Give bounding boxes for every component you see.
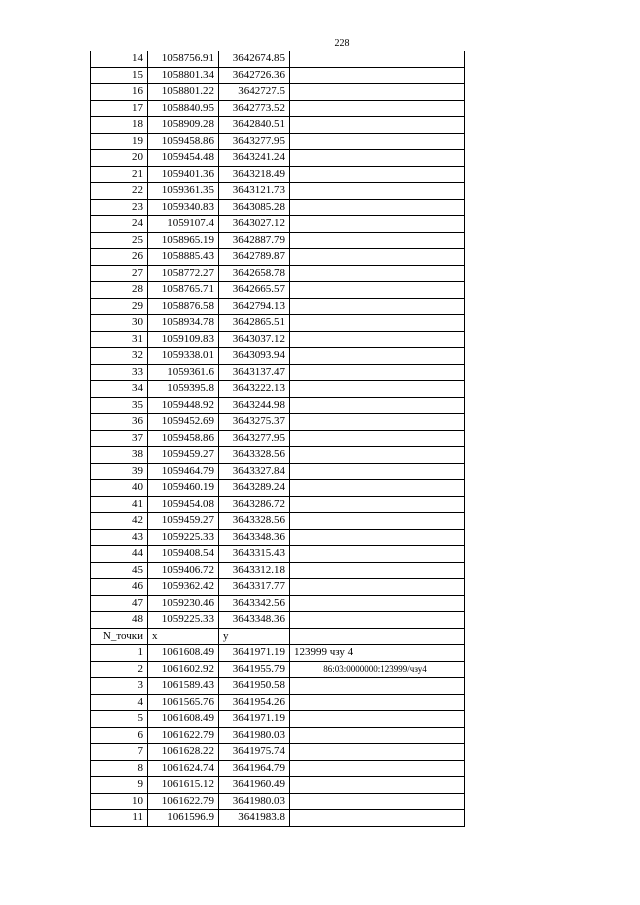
x-coordinate-cell: 1059454.48 [148,150,219,167]
point-number-cell: 20 [91,150,148,167]
note-cell [290,150,465,167]
y-coordinate-cell: 3643348.36 [219,529,290,546]
note-cell [290,397,465,414]
note-cell [290,612,465,629]
table-row [91,513,465,530]
x-coordinate-cell: 1059460.19 [148,480,219,497]
point-number-cell: 47 [91,595,148,612]
note-cell [290,678,465,695]
coordinates-table-section-2 [91,645,465,827]
note-cell [290,183,465,200]
note-cell [290,315,465,332]
note-cell [290,381,465,398]
point-number-cell: 17 [91,100,148,117]
table-header-row [91,628,465,645]
x-coordinate-cell: 1061624.74 [148,760,219,777]
header-x: x [148,628,219,645]
y-coordinate-cell: 3642726.36 [219,67,290,84]
table-row [91,150,465,167]
table-row [91,199,465,216]
point-number-cell: 40 [91,480,148,497]
x-coordinate-cell: 1059458.86 [148,133,219,150]
point-number-cell: 5 [91,711,148,728]
table-row [91,249,465,266]
y-coordinate-cell: 3642727.5 [219,84,290,101]
point-number-cell: 36 [91,414,148,431]
x-coordinate-cell: 1058909.28 [148,117,219,134]
point-number-cell: 16 [91,84,148,101]
y-coordinate-cell: 3641960.49 [219,777,290,794]
y-coordinate-cell: 3643218.49 [219,166,290,183]
point-number-cell: 41 [91,496,148,513]
x-coordinate-cell: 1058756.91 [148,51,219,67]
table-row [91,777,465,794]
table-row [91,166,465,183]
note-cell [290,480,465,497]
point-number-cell: 25 [91,232,148,249]
y-coordinate-cell: 3643222.13 [219,381,290,398]
table-row [91,645,465,662]
x-coordinate-cell: 1061602.92 [148,661,219,678]
y-coordinate-cell: 3642665.57 [219,282,290,299]
point-number-cell: 2 [91,661,148,678]
table-row [91,282,465,299]
x-coordinate-cell: 1059230.46 [148,595,219,612]
point-number-cell: 3 [91,678,148,695]
note-cell [290,282,465,299]
note-cell [290,430,465,447]
y-coordinate-cell: 3642887.79 [219,232,290,249]
point-number-cell: 22 [91,183,148,200]
note-cell [290,364,465,381]
table-row [91,546,465,563]
table-row [91,348,465,365]
table-row [91,760,465,777]
point-number-cell: 35 [91,397,148,414]
point-number-cell: 18 [91,117,148,134]
point-number-cell: 26 [91,249,148,266]
x-coordinate-cell: 1058765.71 [148,282,219,299]
note-cell [290,463,465,480]
x-coordinate-cell: 1061622.79 [148,793,219,810]
note-cell [290,546,465,563]
point-number-cell: 34 [91,381,148,398]
table-row [91,117,465,134]
table-row [91,694,465,711]
x-coordinate-cell: 1059464.79 [148,463,219,480]
x-coordinate-cell: 1059107.4 [148,216,219,233]
note-cell [290,331,465,348]
y-coordinate-cell: 3643348.36 [219,612,290,629]
point-number-cell: 43 [91,529,148,546]
y-coordinate-cell: 3643085.28 [219,199,290,216]
point-number-cell: 15 [91,67,148,84]
x-coordinate-cell: 1059395.8 [148,381,219,398]
y-coordinate-cell: 3643037.12 [219,331,290,348]
point-number-cell: 8 [91,760,148,777]
y-coordinate-cell: 3642658.78 [219,265,290,282]
table-row [91,727,465,744]
x-coordinate-cell: 1059454.08 [148,496,219,513]
y-coordinate-cell: 3642840.51 [219,117,290,134]
y-coordinate-cell: 3643275.37 [219,414,290,431]
x-coordinate-cell: 1059401.36 [148,166,219,183]
y-coordinate-cell: 3643244.98 [219,397,290,414]
y-coordinate-cell: 3643315.43 [219,546,290,563]
point-number-cell: 32 [91,348,148,365]
y-coordinate-cell: 3643328.56 [219,513,290,530]
y-coordinate-cell: 3643317.77 [219,579,290,596]
note-cell [290,67,465,84]
y-coordinate-cell: 3641983.8 [219,810,290,827]
y-coordinate-cell: 3641955.79 [219,661,290,678]
table-row [91,232,465,249]
x-coordinate-cell: 1059109.83 [148,331,219,348]
y-coordinate-cell: 3643342.56 [219,595,290,612]
header-y: y [219,628,290,645]
y-coordinate-cell: 3643312.18 [219,562,290,579]
note-cell [290,100,465,117]
point-number-cell: 1 [91,645,148,662]
table-row [91,216,465,233]
y-coordinate-cell: 3643327.84 [219,463,290,480]
point-number-cell: 10 [91,793,148,810]
point-number-cell: 31 [91,331,148,348]
y-coordinate-cell: 3642794.13 [219,298,290,315]
note-cell [290,133,465,150]
note-cell [290,562,465,579]
point-number-cell: 4 [91,694,148,711]
table-row [91,810,465,827]
x-coordinate-cell: 1061608.49 [148,711,219,728]
x-coordinate-cell: 1059408.54 [148,546,219,563]
table-row [91,562,465,579]
table-row [91,397,465,414]
table-row [91,793,465,810]
note-cell [290,777,465,794]
x-coordinate-cell: 1059361.35 [148,183,219,200]
point-number-cell: 6 [91,727,148,744]
table-row [91,529,465,546]
note-cell [290,298,465,315]
table-row [91,595,465,612]
table-row [91,331,465,348]
x-coordinate-cell: 1059459.27 [148,447,219,464]
x-coordinate-cell: 1059459.27 [148,513,219,530]
point-number-cell: 14 [91,51,148,67]
y-coordinate-cell: 3641980.03 [219,727,290,744]
table-row [91,265,465,282]
table-row [91,298,465,315]
note-cell [290,249,465,266]
note-cell [290,414,465,431]
x-coordinate-cell: 1059458.86 [148,430,219,447]
table-row [91,381,465,398]
table-row [91,84,465,101]
note-cell [290,579,465,596]
table-row [91,480,465,497]
note-cell [290,529,465,546]
table-row [91,364,465,381]
note-cell [290,513,465,530]
point-number-cell: 7 [91,744,148,761]
table-row [91,67,465,84]
point-number-cell: 45 [91,562,148,579]
table-row [91,579,465,596]
y-coordinate-cell: 3643286.72 [219,496,290,513]
note-cell [290,348,465,365]
x-coordinate-cell: 1061608.49 [148,645,219,662]
header-note [290,628,465,645]
y-coordinate-cell: 3643093.94 [219,348,290,365]
note-cell [290,117,465,134]
y-coordinate-cell: 3643137.47 [219,364,290,381]
table-row [91,51,465,67]
note-cell [290,744,465,761]
note-cell [290,694,465,711]
point-number-cell: 19 [91,133,148,150]
x-coordinate-cell: 1061622.79 [148,727,219,744]
x-coordinate-cell: 1059340.83 [148,199,219,216]
x-coordinate-cell: 1058885.43 [148,249,219,266]
table-row [91,100,465,117]
point-number-cell: 48 [91,612,148,629]
y-coordinate-cell: 3642865.51 [219,315,290,332]
x-coordinate-cell: 1058772.27 [148,265,219,282]
point-number-cell: 30 [91,315,148,332]
table-row [91,496,465,513]
coordinates-table-section-1 [91,51,465,628]
x-coordinate-cell: 1061589.43 [148,678,219,695]
y-coordinate-cell: 3643121.73 [219,183,290,200]
point-number-cell: 44 [91,546,148,563]
x-coordinate-cell: 1058965.19 [148,232,219,249]
x-coordinate-cell: 1059225.33 [148,529,219,546]
coordinates-table-header [91,628,465,645]
point-number-cell: 39 [91,463,148,480]
note-cell [290,810,465,827]
x-coordinate-cell: 1059406.72 [148,562,219,579]
x-coordinate-cell: 1058840.95 [148,100,219,117]
note-cell [290,216,465,233]
point-number-cell: 23 [91,199,148,216]
y-coordinate-cell: 3643328.56 [219,447,290,464]
x-coordinate-cell: 1058801.34 [148,67,219,84]
table-row [91,661,465,678]
note-cell [290,496,465,513]
x-coordinate-cell: 1061596.9 [148,810,219,827]
point-number-cell: 27 [91,265,148,282]
x-coordinate-cell: 1058801.22 [148,84,219,101]
coordinates-table [90,51,465,827]
point-number-cell: 37 [91,430,148,447]
table-row [91,133,465,150]
note-cell [290,199,465,216]
y-coordinate-cell: 3643241.24 [219,150,290,167]
x-coordinate-cell: 1059362.42 [148,579,219,596]
point-number-cell: 24 [91,216,148,233]
x-coordinate-cell: 1058876.58 [148,298,219,315]
note-cell [290,51,465,67]
x-coordinate-cell: 1059452.69 [148,414,219,431]
note-cell [290,595,465,612]
point-number-cell: 28 [91,282,148,299]
y-coordinate-cell: 3642773.52 [219,100,290,117]
point-number-cell: 11 [91,810,148,827]
x-coordinate-cell: 1061565.76 [148,694,219,711]
note-cell [290,265,465,282]
note-cell [290,232,465,249]
x-coordinate-cell: 1059448.92 [148,397,219,414]
table-row [91,447,465,464]
table-row [91,414,465,431]
note-cell [290,727,465,744]
y-coordinate-cell: 3641971.19 [219,711,290,728]
y-coordinate-cell: 3643277.95 [219,430,290,447]
table-row [91,463,465,480]
table-row [91,678,465,695]
note-cell [290,166,465,183]
y-coordinate-cell: 3641954.26 [219,694,290,711]
x-coordinate-cell: 1058934.78 [148,315,219,332]
point-number-cell: 9 [91,777,148,794]
y-coordinate-cell: 3641964.79 [219,760,290,777]
table-row [91,315,465,332]
note-cell [290,84,465,101]
point-number-cell: 33 [91,364,148,381]
x-coordinate-cell: 1059361.6 [148,364,219,381]
table-row [91,430,465,447]
y-coordinate-cell: 3642674.85 [219,51,290,67]
y-coordinate-cell: 3641950.58 [219,678,290,695]
table-row [91,711,465,728]
note-cell: 86:03:0000000:123999/чзу4 [290,661,465,678]
table-row [91,744,465,761]
note-cell: 123999 чзу 4 [290,645,465,662]
y-coordinate-cell: 3641975.74 [219,744,290,761]
x-coordinate-cell: 1061615.12 [148,777,219,794]
table-row [91,183,465,200]
y-coordinate-cell: 3643027.12 [219,216,290,233]
page-number: 228 [334,38,350,49]
point-number-cell: 42 [91,513,148,530]
note-cell [290,447,465,464]
note-cell [290,711,465,728]
point-number-cell: 21 [91,166,148,183]
header-point-number: N_точки [91,628,148,645]
x-coordinate-cell: 1059225.33 [148,612,219,629]
note-cell [290,793,465,810]
point-number-cell: 38 [91,447,148,464]
note-cell [290,760,465,777]
table-row [91,612,465,629]
point-number-cell: 46 [91,579,148,596]
y-coordinate-cell: 3643277.95 [219,133,290,150]
y-coordinate-cell: 3641971.19 [219,645,290,662]
x-coordinate-cell: 1061628.22 [148,744,219,761]
y-coordinate-cell: 3643289.24 [219,480,290,497]
y-coordinate-cell: 3641980.03 [219,793,290,810]
point-number-cell: 29 [91,298,148,315]
y-coordinate-cell: 3642789.87 [219,249,290,266]
x-coordinate-cell: 1059338.01 [148,348,219,365]
